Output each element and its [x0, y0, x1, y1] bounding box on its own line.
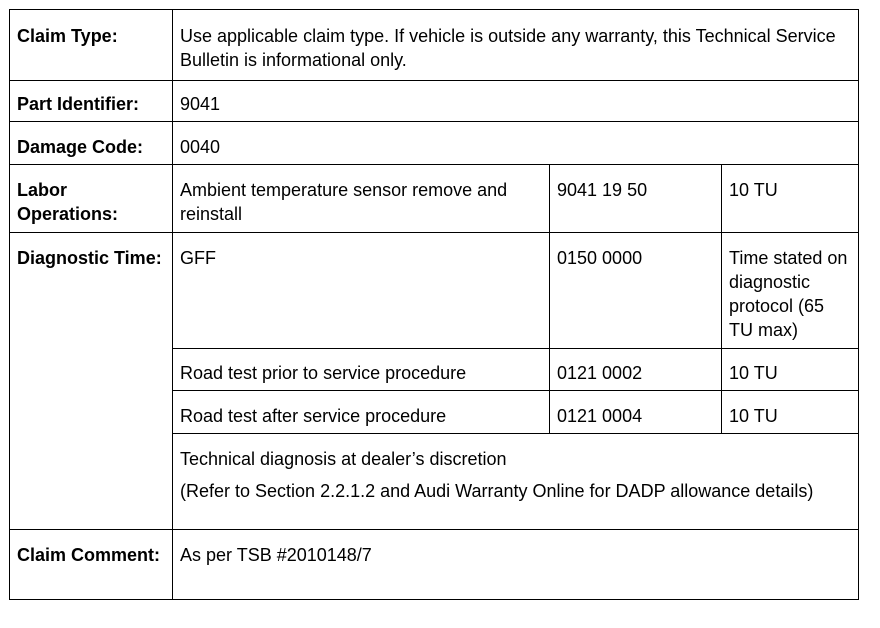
- diagnostic-time-value: Time stated on diagnostic protocol (65 TU max): [722, 233, 859, 349]
- damage-code-label: Damage Code:: [10, 122, 173, 165]
- diagnostic-code: 0121 0004: [550, 391, 722, 434]
- damage-code-value: 0040: [173, 122, 859, 165]
- diagnostic-description: GFF: [173, 233, 550, 349]
- part-identifier-row: [10, 81, 859, 122]
- diagnostic-code: 0150 0000: [550, 233, 722, 349]
- claim-type-value: Use applicable claim type. If vehicle is outside any warranty, this Technical Service Bulletin is informational only.: [173, 10, 859, 81]
- warranty-claim-table: [9, 9, 859, 600]
- diagnostic-description: Road test after service procedure: [173, 391, 550, 434]
- claim-type-row: [10, 10, 859, 81]
- claim-comment-row: [10, 530, 859, 600]
- labor-operations-label: Labor Operations:: [10, 165, 173, 233]
- technical-diagnosis-text: Technical diagnosis at dealer’s discretion: [180, 449, 507, 469]
- damage-code-row: [10, 122, 859, 165]
- claim-comment-label: Claim Comment:: [10, 530, 173, 600]
- diagnostic-row: [10, 233, 859, 349]
- technical-diagnosis-note: (Refer to Section 2.2.1.2 and Audi Warranty Online for DADP allowance details): [180, 481, 814, 501]
- diagnostic-code: 0121 0002: [550, 349, 722, 391]
- claim-type-label: Claim Type:: [10, 10, 173, 81]
- labor-operations-row: [10, 165, 859, 233]
- labor-operation-description: Ambient temperature sensor remove and reinstall: [173, 165, 550, 233]
- part-identifier-value: 9041: [173, 81, 859, 122]
- technical-diagnosis-cell: [173, 434, 859, 530]
- diagnostic-description: Road test prior to service procedure: [173, 349, 550, 391]
- diagnostic-time-value: 10 TU: [722, 391, 859, 434]
- claim-comment-value: As per TSB #2010148/7: [173, 530, 859, 600]
- labor-operation-time: 10 TU: [722, 165, 859, 233]
- diagnostic-time-value: 10 TU: [722, 349, 859, 391]
- part-identifier-label: Part Identifier:: [10, 81, 173, 122]
- diagnostic-time-label: Diagnostic Time:: [10, 233, 173, 530]
- labor-operation-code: 9041 19 50: [550, 165, 722, 233]
